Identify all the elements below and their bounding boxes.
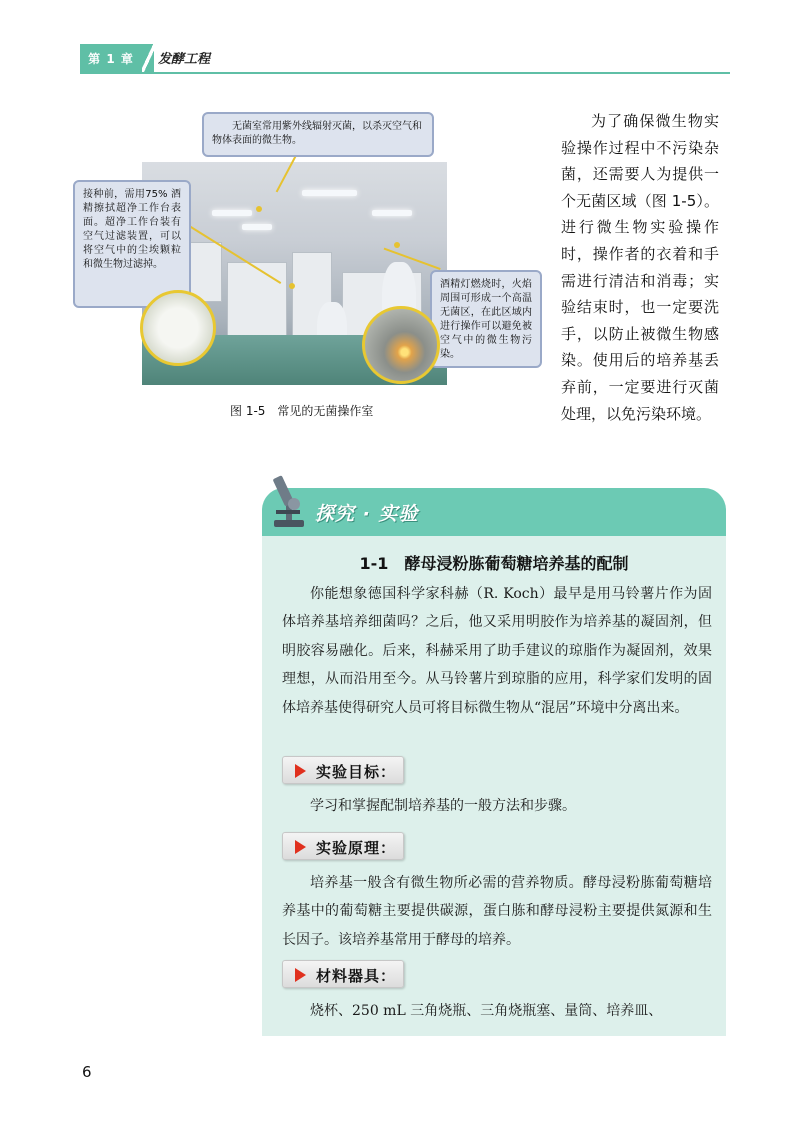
ceiling-light bbox=[372, 210, 412, 216]
alcohol-lamp-inset bbox=[362, 306, 440, 384]
chapter-title: 发酵工程 bbox=[158, 52, 211, 67]
callout-pointer-dot bbox=[289, 283, 295, 289]
experiment-section-title: 探究 · 实验 bbox=[315, 503, 419, 525]
body-paragraph: 为了确保微生物实验操作过程中不污染杂菌，还需要人为提供一个无菌区域（图 1-5）。进行微生物实验操作时，操作者的衣着和手需进行清洁和消毒；实验结束时，也一定要洗手，以防止被微生物感染。使用后的培养基丢弃前，一定要进行灭菌处理，以免污染环境。 bbox=[561, 112, 719, 423]
principle-tag bbox=[282, 832, 404, 860]
clean-bench-callout: 接种前，需用75% 酒精擦拭超净工作台表面。超净工作台装有空气过滤装置，可以将空气中的尘埃颗粒和微生物过滤掉。 bbox=[73, 180, 191, 308]
figure-caption: 图 1-5 常见的无菌操作室 bbox=[230, 404, 374, 418]
chapter-badge: 第 1 章 bbox=[80, 44, 142, 72]
play-arrow-icon bbox=[295, 968, 306, 982]
ceiling-light bbox=[242, 224, 272, 230]
microscope-icon bbox=[268, 470, 310, 530]
page-number: 6 bbox=[82, 1063, 92, 1081]
clean-bench-inset bbox=[140, 290, 216, 366]
experiment-title: 1-1 酵母浸粉胨葡萄糖培养基的配制 bbox=[359, 554, 629, 573]
callout-pointer-dot bbox=[394, 242, 400, 248]
goal-text: 学习和掌握配制培养基的一般方法和步骤。 bbox=[310, 798, 576, 814]
alcohol-lamp-callout: 酒精灯燃烧时，火焰周围可形成一个高温无菌区，在此区域内进行操作可以避免被空气中的微生物污染。 bbox=[430, 270, 542, 368]
uv-sterilization-callout: 无菌室常用紫外线辐射灭菌，以杀灭空气和物体表面的微生物。 bbox=[202, 112, 434, 157]
ceiling-light bbox=[302, 190, 357, 196]
play-arrow-icon bbox=[295, 840, 306, 854]
principle-text: 培养基一般含有微生物所必需的营养物质。酵母浸粉胨葡萄糖培养基中的葡萄糖主要提供碳源，蛋白胨和酵母浸粉主要提供氮源和生长因子。该培养基常用于酵母的培养。 bbox=[282, 875, 712, 948]
principle-label: 实验原理： bbox=[316, 839, 397, 857]
callout-pointer-dot bbox=[256, 206, 262, 212]
materials-label: 材料器具： bbox=[316, 967, 397, 985]
goal-tag bbox=[282, 756, 404, 784]
materials-text: 烧杯、250 mL 三角烧瓶、三角烧瓶塞、量筒、培养皿、 bbox=[310, 1003, 663, 1019]
chapter-divider bbox=[142, 44, 154, 72]
play-arrow-icon bbox=[295, 764, 306, 778]
experiment-intro: 你能想象德国科学家科赫（R. Koch）最早是用马铃薯片作为固体培养基培养细菌吗？之后，他又采用明胶作为培养基的凝固剂，但明胶容易融化。后来，科赫采用了助手建议的琼脂作为凝固剂，效果理想，从而沿用至今。从马铃薯片到琼脂的应用，科学家们发明的固体培养基使得研究人员可将目标微生物从“混居”环境中分离出来。 bbox=[282, 586, 712, 716]
ceiling-light bbox=[212, 210, 252, 216]
header-rule bbox=[80, 72, 730, 74]
materials-tag bbox=[282, 960, 404, 988]
goal-label: 实验目标： bbox=[316, 763, 397, 781]
